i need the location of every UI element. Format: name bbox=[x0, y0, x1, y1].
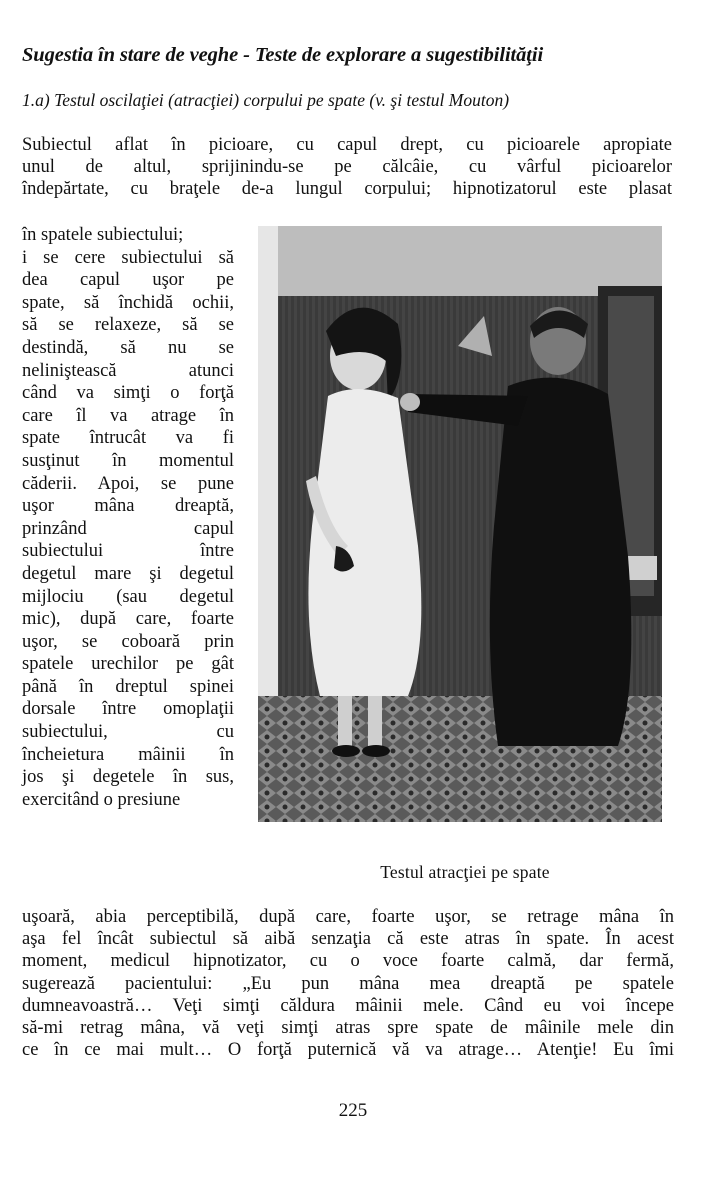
photograph bbox=[258, 226, 662, 822]
text-line: dumneavoastră… Veţi simţi căldura mâinii mele. Când eu voi începe bbox=[22, 995, 674, 1016]
text-line: să se relaxeze, să se bbox=[22, 315, 234, 336]
text-line: aşa fel încât subiectul să aibă senzaţia că este atras în spate. În acest bbox=[22, 929, 674, 950]
intro-paragraph bbox=[22, 134, 672, 200]
text-line: Subiectul aflat în picioare, cu capul drept, cu picioarele apropiate bbox=[22, 135, 672, 155]
text-line: îndepărtate, cu braţele de-a lungul corpului; hipnotizatorul este plasat bbox=[22, 179, 672, 199]
text-line: spate, să închidă ochii, bbox=[22, 292, 234, 313]
text-line: jos şi degetele în sus, bbox=[22, 767, 234, 788]
photo-illustration bbox=[258, 226, 662, 822]
text-line: unul de altul, sprijinindu-se pe călcâie, cu vârful picioarelor bbox=[22, 157, 672, 177]
text-line: neliniştească atunci bbox=[22, 360, 234, 381]
text-line: spate întrucât va fi bbox=[22, 428, 234, 449]
text-line: prinzând capul bbox=[22, 518, 234, 539]
continuation-paragraph bbox=[22, 906, 674, 1061]
text-line: destindă, să nu se bbox=[22, 337, 234, 358]
text-line: uşoară, abia perceptibilă, după care, foarte uşor, se retrage mâna în bbox=[22, 907, 674, 927]
section-heading: Sugestia în stare de veghe - Teste de explorare a sugestibilităţii bbox=[22, 44, 544, 66]
text-line: care îl va atrage în bbox=[22, 405, 234, 426]
left-column-text bbox=[22, 224, 234, 811]
text-line: i se cere subiectului să bbox=[22, 247, 234, 268]
text-line: sugerează pacientului: „Eu pun mâna mea dreaptă pe spatele bbox=[22, 973, 674, 994]
text-line: spatele urechilor pe gât bbox=[22, 654, 234, 675]
text-line: când va simţi o forţă bbox=[22, 383, 234, 404]
test-subheading: 1.a) Testul oscilaţiei (atracţiei) corpului pe spate (v. şi testul Mouton) bbox=[22, 90, 510, 110]
page-number: 225 bbox=[338, 1100, 368, 1121]
text-line: degetul mare şi degetul bbox=[22, 563, 234, 584]
text-line: mic), după care, foarte bbox=[22, 609, 234, 630]
text-line: uşor, se coboară prin bbox=[22, 631, 234, 652]
text-line: mijlociu (sau degetul bbox=[22, 586, 234, 607]
text-line: în spatele subiectului; bbox=[22, 225, 184, 245]
text-line: până în dreptul spinei bbox=[22, 676, 234, 697]
text-line: uşor mâna dreaptă, bbox=[22, 496, 234, 517]
text-line: subiectului, cu bbox=[22, 722, 234, 743]
text-line: ce în ce mai mult… O forţă puternică vă va atrage… Atenţie! Eu îmi bbox=[22, 1040, 674, 1061]
text-line: căderii. Apoi, se pune bbox=[22, 473, 234, 494]
text-line: să-mi retrag mâna, vă veţi simţi atras spre spate de mâinile mele din bbox=[22, 1018, 674, 1039]
text-line: încheietura mâinii în bbox=[22, 744, 234, 765]
text-line: susţinut în momentul bbox=[22, 450, 234, 471]
text-line: moment, medicul hipnotizator, cu o voce foarte calmă, dar fermă, bbox=[22, 951, 674, 972]
text-line: dea capul uşor pe bbox=[22, 270, 234, 291]
text-line: dorsale între omoplaţii bbox=[22, 699, 234, 720]
text-line: exercitând o presiune bbox=[22, 789, 181, 810]
photo-caption: Testul atracţiei pe spate bbox=[380, 862, 550, 882]
text-line: subiectului între bbox=[22, 541, 234, 562]
